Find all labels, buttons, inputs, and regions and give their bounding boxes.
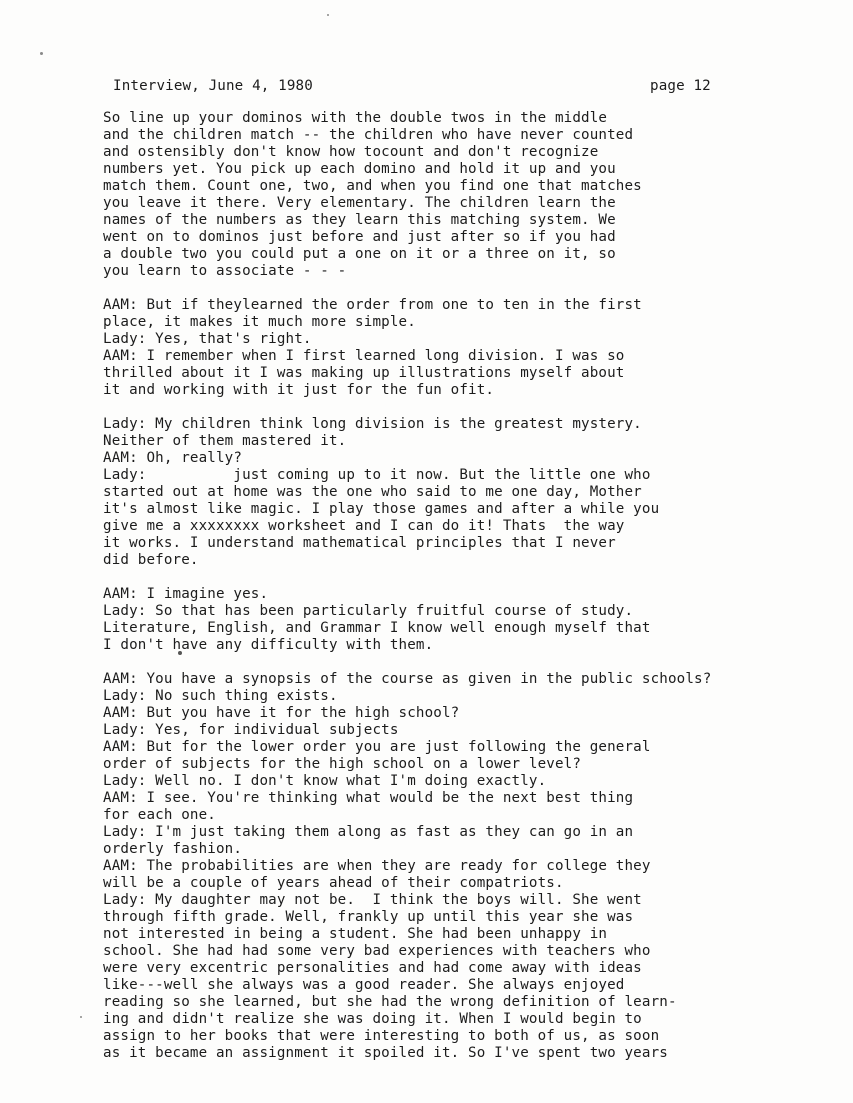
transcript-line: give me a xxxxxxxx worksheet and I can do it! Thats the way	[103, 518, 625, 534]
transcript-line: AAM: But if theylearned the order from one to ten in the first	[103, 297, 642, 313]
transcript-line: names of the numbers as they learn this matching system. We	[103, 212, 616, 228]
transcript-line: Lady: No such thing exists.	[103, 688, 338, 704]
paragraph-gap	[103, 280, 843, 297]
paper-speck	[80, 1016, 82, 1018]
transcript-line: Literature, English, and Grammar I know well enough myself that	[103, 620, 651, 636]
transcript-line: started out at home was the one who said to me one day, Mother	[103, 484, 642, 500]
transcript-line: it and working with it just for the fun ofit.	[103, 382, 495, 398]
transcript-line: Lady: My daughter may not be. I think the boys will. She went	[103, 892, 642, 908]
transcript-line: it's almost like magic. I play those games and after a while you	[103, 501, 660, 517]
transcript-line: AAM: You have a synopsis of the course as given in the public schools?	[103, 671, 712, 687]
transcript-line: numbers yet. You pick up each domino and hold it up and you	[103, 161, 616, 177]
transcript-line: AAM: The probabilities are when they are ready for college they	[103, 858, 651, 874]
page-number: page 12	[650, 78, 711, 94]
transcript-line: will be a couple of years ahead of their compatriots.	[103, 875, 564, 891]
transcript-line: AAM: I imagine yes.	[103, 586, 269, 602]
transcript-line: and the children match -- the children who have never counted	[103, 127, 634, 143]
paper-speck	[40, 52, 43, 55]
transcript-line: Lady: Well no. I don't know what I'm doing exactly.	[103, 773, 547, 789]
transcript-line: for each one.	[103, 807, 216, 823]
transcript-line: Lady: I'm just taking them along as fast as they can go in an	[103, 824, 634, 840]
transcript-line: AAM: But for the lower order you are just following the general	[103, 739, 651, 755]
transcript-line: thrilled about it I was making up illustrations myself about	[103, 365, 625, 381]
transcript-line: So line up your dominos with the double twos in the middle	[103, 110, 608, 126]
transcript-line: Neither of them mastered it.	[103, 433, 347, 449]
paragraph-gap	[103, 399, 843, 416]
transcript-line: Lady: Yes, that's right.	[103, 331, 312, 347]
paragraph-gap	[103, 654, 843, 671]
transcript-line: like---well she always was a good reader. She always enjoyed	[103, 977, 625, 993]
transcript-line: ing and didn't realize she was doing it. When I would begin to	[103, 1011, 642, 1027]
transcript-body	[103, 110, 843, 1062]
transcript-line: Lady: So that has been particularly fruitful course of study.	[103, 603, 634, 619]
transcript-line: you leave it there. Very elementary. The children learn the	[103, 195, 616, 211]
transcript-line: AAM: I see. You're thinking what would be the next best thing	[103, 790, 634, 806]
transcript-line: AAM: But you have it for the high school?	[103, 705, 460, 721]
transcript-line: went on to dominos just before and just after so if you had	[103, 229, 616, 245]
transcript-line: assign to her books that were interesting to both of us, as soon	[103, 1028, 660, 1044]
transcript-line: reading so she learned, but she had the wrong definition of learn-	[103, 994, 677, 1010]
transcript-line: school. She had had some very bad experiences with teachers who	[103, 943, 651, 959]
transcript-line: order of subjects for the high school on a lower level?	[103, 756, 582, 772]
transcript-line: did before.	[103, 552, 199, 568]
document-title: Interview, June 4, 1980	[113, 78, 313, 94]
transcript-line: a double two you could put a one on it or a three on it, so	[103, 246, 616, 262]
transcript-line: it works. I understand mathematical principles that I never	[103, 535, 616, 551]
transcript-line: Lady: My children think long division is the greatest mystery.	[103, 416, 642, 432]
transcript-line: were very excentric personalities and had come away with ideas	[103, 960, 642, 976]
paragraph-gap	[103, 569, 843, 586]
transcript-line: AAM: Oh, really?	[103, 450, 243, 466]
transcript-line: orderly fashion.	[103, 841, 243, 857]
transcript-line: Lady: just coming up to it now. But the little one who	[103, 467, 651, 483]
transcript-line: place, it makes it much more simple.	[103, 314, 416, 330]
transcript-line: and ostensibly don't know how tocount and don't recognize	[103, 144, 599, 160]
transcript-line: through fifth grade. Well, frankly up until this year she was	[103, 909, 634, 925]
transcript-line: Lady: Yes, for individual subjects	[103, 722, 399, 738]
transcript-line: AAM: I remember when I first learned long division. I was so	[103, 348, 625, 364]
transcript-line: match them. Count one, two, and when you find one that matches	[103, 178, 642, 194]
transcript-line: I don't have any difficulty with them.	[103, 637, 434, 653]
transcript-line: not interested in being a student. She had been unhappy in	[103, 926, 608, 942]
transcript-line: as it became an assignment it spoiled it. So I've spent two years	[103, 1045, 668, 1061]
paper-speck	[327, 14, 329, 16]
transcript-line: you learn to associate - - -	[103, 263, 347, 279]
